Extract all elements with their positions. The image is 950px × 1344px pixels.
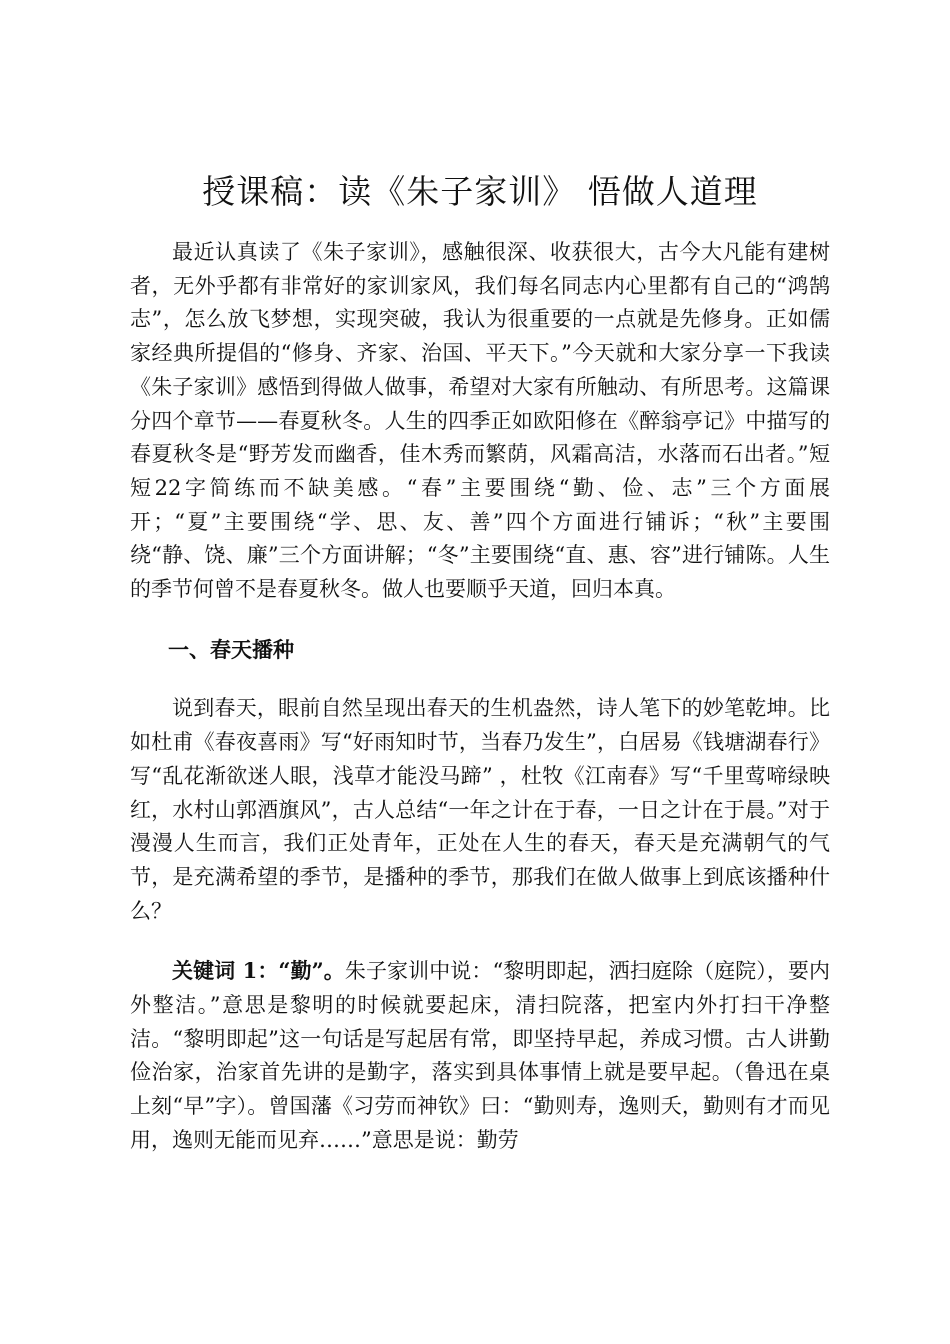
intro-paragraph: 最近认真读了《朱子家训》，感触很深、收获很大，古今大凡能有建树者，无外乎都有非常好的家训家风，我们每名同志内心里都有自己的“鸿鹄志”，怎么放飞梦想，实现突破，我认为很重要的一点就是先修身。正如儒家经典所提倡的“修身、齐家、治国、平天下。”今天就和大家分享一下我读《朱子家训》感悟到得做人做事，希望对大家有所触动、有所思考。这篇课分四个章节——春夏秋冬。人生的四季正如欧阳修在《醉翁亭记》中描写的春夏秋冬是“野芳发而幽香，佳木秀而繁荫，风霜高洁，水落而石出者。”短短22字简练而不缺美感。“春”主要围绕“勤、俭、志”三个方面展开；“夏”主要围绕“学、思、友、善”四个方面进行铺诉；“秋”主要围绕“静、饶、廉”三个方面讲解；“冬”主要围绕“直、惠、容”进行铺陈。人生的季节何曾不是春夏秋冬。做人也要顺乎天道，回归本真。 xyxy=(130,240,830,602)
document-title: 授课稿：读《朱子家训》 悟做人道理 xyxy=(202,172,758,211)
spring-paragraph: 说到春天，眼前自然呈现出春天的生机盎然，诗人笔下的妙笔乾坤。比如杜甫《春夜喜雨》写“好雨知时节，当春乃发生”，白居易《钱塘湖春行》写“乱花渐欲迷人眼，浅草才能没马蹄” ，杜牧《江南春》写“千里莺啼绿映红，水村山郭酒旗风”，古人总结“一年之计在于春，一日之计在于晨。”对于漫漫人生而言，我们正处青年，正处在人生的春天，春天是充满朝气的气节，是充满希望的季节，是播种的季节，那我们在做人做事上到底该播种什么？ xyxy=(130,696,830,923)
document-page xyxy=(130,168,830,1158)
keyword-label: 关键词 1：“勤”。 xyxy=(172,958,345,984)
keyword-text: 朱子家训中说：“黎明即起，洒扫庭除（庭院），要内外整洁。”意思是黎明的时候就要起床，清扫院落，把室内外打扫干净整洁。“黎明即起”这一句话是写起居有常，即坚持早起，养成习惯。古人讲勤俭治家，治家首先讲的是勤字，落实到具体事情上就是要早起。（鲁迅在桌上刻“早”字）。曾国藩《习劳而神钦》曰：“勤则寿，逸则夭，勤则有才而见用，逸则无能而见弃……”意思是说：勤劳 xyxy=(130,959,830,1152)
section-heading-spring: 一、春天播种 xyxy=(168,636,294,662)
keyword-paragraph xyxy=(130,954,830,1157)
